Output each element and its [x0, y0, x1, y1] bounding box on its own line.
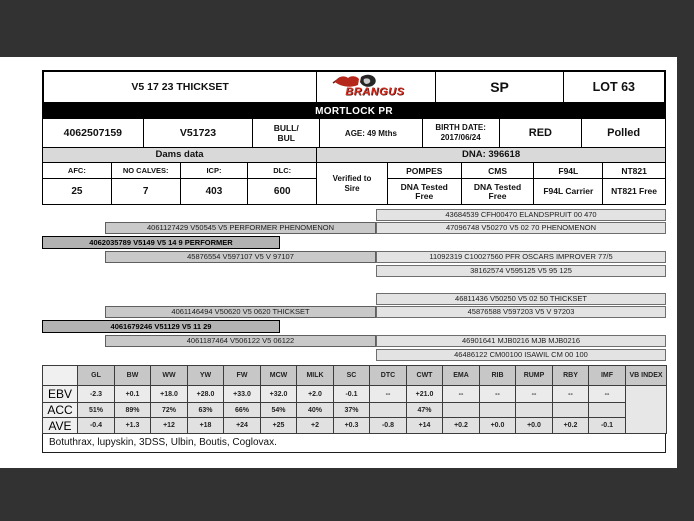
- title-row: [42, 70, 666, 104]
- ebv-cell: +32.0: [261, 386, 297, 403]
- ebv-cell: +0.2: [553, 418, 589, 434]
- ebv-cell: +21.0: [407, 386, 443, 403]
- dna-number: DNA: 396618: [462, 149, 521, 160]
- ebv-cell: +0.0: [516, 418, 553, 434]
- pedigree-sire-sire: 4061127429 V50545 V5 PERFORMER PHENOMENON: [105, 222, 376, 234]
- stat-dlc-label: DLC:: [248, 163, 316, 179]
- ebv-col-header: FW: [224, 366, 261, 386]
- test-pompes: [388, 163, 462, 204]
- pedigree-dam-sire-dam: 45876588 V597203 V5 V 97203: [376, 306, 666, 318]
- birth-date-value: 2017/06/24: [440, 133, 481, 142]
- pedigree-sire-dam: 45876554 V597107 V5 V 97107: [105, 251, 376, 263]
- sex-line2: BUL: [277, 133, 295, 143]
- ebv-cell: [370, 403, 407, 418]
- lot-number: LOT 63: [592, 80, 636, 94]
- test-f94l-label: F94L: [534, 163, 602, 179]
- ebv-cell: [443, 403, 480, 418]
- ebv-cell: +33.0: [224, 386, 261, 403]
- ebv-table: [42, 365, 667, 434]
- breeder-bar: MORTLOCK PR: [42, 104, 666, 119]
- ebv-cell: 40%: [297, 403, 334, 418]
- identity-row: [42, 119, 666, 148]
- verified-to-sire-cell: [317, 163, 388, 204]
- stat-icp-label: ICP:: [181, 163, 248, 179]
- tattoo-number: V51723: [144, 119, 254, 147]
- ebv-cell: -0.8: [370, 418, 407, 434]
- stat-dlc-value: 600: [273, 186, 291, 197]
- animal-name: V5 17 23 THICKSET: [44, 72, 317, 102]
- ebv-cell: [589, 403, 626, 418]
- vb-index-cell: [626, 386, 667, 434]
- ebv-col-header: BW: [115, 366, 151, 386]
- ebv-col-header: YW: [188, 366, 224, 386]
- ebv-col-header: MILK: [297, 366, 334, 386]
- dams-data-label: Dams data: [43, 148, 317, 162]
- stat-afc-label: AFC:: [43, 163, 111, 179]
- ebv-row-label: EBV: [43, 386, 78, 403]
- ebv-cell: 66%: [224, 403, 261, 418]
- pedigree-dam-dam-dam: 46486122 CM00100 ISAWIL CM 00 100: [376, 349, 666, 361]
- ebv-col-header: MCW: [261, 366, 297, 386]
- ebv-cell: 47%: [407, 403, 443, 418]
- pedigree-dam-sire-sire: 46811436 V50250 V5 02 50 THICKSET: [376, 293, 666, 305]
- sp-code: SP: [436, 72, 563, 102]
- ebv-cell: --: [370, 386, 407, 403]
- pedigree-sire-dam-dam: 38162574 V595125 V5 95 125: [376, 265, 666, 277]
- ebv-cell: --: [443, 386, 480, 403]
- ebv-col-header: EMA: [443, 366, 480, 386]
- ebv-cell: [553, 403, 589, 418]
- test-nt821-label: NT821: [603, 163, 665, 179]
- pedigree-chart: [42, 205, 666, 365]
- ebv-cell: +24: [224, 418, 261, 434]
- ebv-cell: [480, 403, 516, 418]
- ebv-col-header: CWT: [407, 366, 443, 386]
- ebv-col-header: DTC: [370, 366, 407, 386]
- ebv-cell: --: [553, 386, 589, 403]
- ebv-cell: +1.3: [115, 418, 151, 434]
- test-pompes-result: DNA Tested Free: [400, 181, 448, 201]
- poll-status-cell: Polled: [607, 127, 641, 139]
- test-cms: [462, 163, 535, 204]
- test-pompes-label: POMPES: [388, 163, 461, 179]
- ebv-col-header: RUMP: [516, 366, 553, 386]
- catalog-card: [42, 70, 666, 453]
- sex-line1: BULL/: [273, 123, 299, 133]
- brangus-logo-text: BRANGUS: [345, 86, 405, 98]
- ebv-row-label: AVE: [43, 418, 78, 434]
- birth-date-cell: [423, 119, 500, 147]
- ebv-cell: +14: [407, 418, 443, 434]
- pedigree-dam-dam: 4061187464 V506122 V5 06122: [105, 335, 376, 347]
- ebv-col-header: RIB: [480, 366, 516, 386]
- ebv-col-header: RBY: [553, 366, 589, 386]
- ebv-cell: -2.3: [78, 386, 115, 403]
- stat-no-calves: [112, 163, 181, 204]
- ebv-cell: 37%: [334, 403, 370, 418]
- ebv-cell: [516, 403, 553, 418]
- ebv-header-row: [43, 366, 667, 386]
- ave-row: [43, 418, 667, 434]
- stat-icp-value: 403: [205, 186, 223, 197]
- stat-afc-value: 25: [71, 186, 83, 197]
- ebv-cell: +0.1: [115, 386, 151, 403]
- registration-number: 4062507159: [43, 119, 144, 147]
- pedigree-dam: 4061679246 V51129 V5 11 29: [42, 320, 280, 333]
- stat-icp: [181, 163, 249, 204]
- ebv-cell: --: [516, 386, 553, 403]
- ebv-cell: +2.0: [297, 386, 334, 403]
- ebv-cell: -0.1: [589, 418, 626, 434]
- brangus-logo-wrap: [321, 72, 431, 102]
- ebv-cell: +2: [297, 418, 334, 434]
- pedigree-sire: 4062035789 V5149 V5 14 9 PERFORMER: [42, 236, 280, 249]
- test-nt821: [603, 163, 665, 204]
- ebv-corner-cell: [43, 366, 78, 386]
- ebv-cell: -0.4: [78, 418, 115, 434]
- ebv-col-header: WW: [151, 366, 188, 386]
- pedigree-dam-sire: 4061146494 V50620 V5 0620 THICKSET: [105, 306, 376, 318]
- ebv-cell: --: [589, 386, 626, 403]
- ebv-col-header: VB INDEX: [626, 366, 667, 386]
- ebv-cell: -0.1: [334, 386, 370, 403]
- ebv-cell: 51%: [78, 403, 115, 418]
- stats-genetics-block: [42, 163, 666, 205]
- ebv-row-label: ACC: [43, 403, 78, 418]
- stat-afc: [43, 163, 112, 204]
- ebv-cell: 63%: [188, 403, 224, 418]
- test-nt821-result: NT821 Free: [611, 186, 658, 196]
- test-cms-label: CMS: [462, 163, 534, 179]
- ebv-cell: +18: [188, 418, 224, 434]
- stat-no-calves-label: NO CALVES:: [112, 163, 180, 179]
- stat-no-calves-value: 7: [142, 186, 149, 197]
- document-page: [0, 57, 677, 468]
- ebv-col-header: SC: [334, 366, 370, 386]
- ebv-row: [43, 386, 667, 403]
- ebv-cell: 72%: [151, 403, 188, 418]
- colour-cell: RED: [500, 119, 583, 147]
- stat-dlc: [248, 163, 317, 204]
- ebv-col-header: GL: [78, 366, 115, 386]
- vaccination-note: Botuthrax, lupyskin, 3DSS, Ulbin, Boutis, Coglovax.: [42, 434, 666, 453]
- ebv-col-header: IMF: [589, 366, 626, 386]
- ebv-cell: +12: [151, 418, 188, 434]
- brangus-logo: [317, 72, 436, 102]
- ebv-cell: +25: [261, 418, 297, 434]
- ebv-cell: +28.0: [188, 386, 224, 403]
- birth-date-label: BIRTH DATE:: [435, 123, 486, 132]
- ebv-cell: +0.0: [480, 418, 516, 434]
- test-cms-result: DNA Tested Free: [473, 181, 522, 201]
- ebv-cell: --: [480, 386, 516, 403]
- age-cell: AGE: 49 Mths: [320, 119, 423, 147]
- acc-row: [43, 403, 667, 418]
- pedigree-sire-sire-sire: 43684539 CFH00470 ELANDSPRUIT 00 470: [376, 209, 666, 221]
- dams-dna-row: [42, 148, 666, 163]
- pedigree-dam-dam-sire: 46901641 MJB0216 MJB MJB0216: [376, 335, 666, 347]
- ebv-cell: +18.0: [151, 386, 188, 403]
- ebv-cell: +0.3: [334, 418, 370, 434]
- verified-to-sire-text: Verified to Sire: [332, 173, 372, 193]
- test-f94l: [534, 163, 603, 204]
- sex-cell: [253, 119, 320, 147]
- ebv-cell: 54%: [261, 403, 297, 418]
- pedigree-sire-dam-sire: 11092319 C10027560 PFR OSCARS IMPROVER 77/5: [376, 251, 666, 263]
- test-f94l-result: F94L Carrier: [543, 186, 594, 196]
- pedigree-sire-sire-dam: 47096748 V50270 V5 02 70 PHENOMENON: [376, 222, 666, 234]
- ebv-cell: 89%: [115, 403, 151, 418]
- ebv-cell: +0.2: [443, 418, 480, 434]
